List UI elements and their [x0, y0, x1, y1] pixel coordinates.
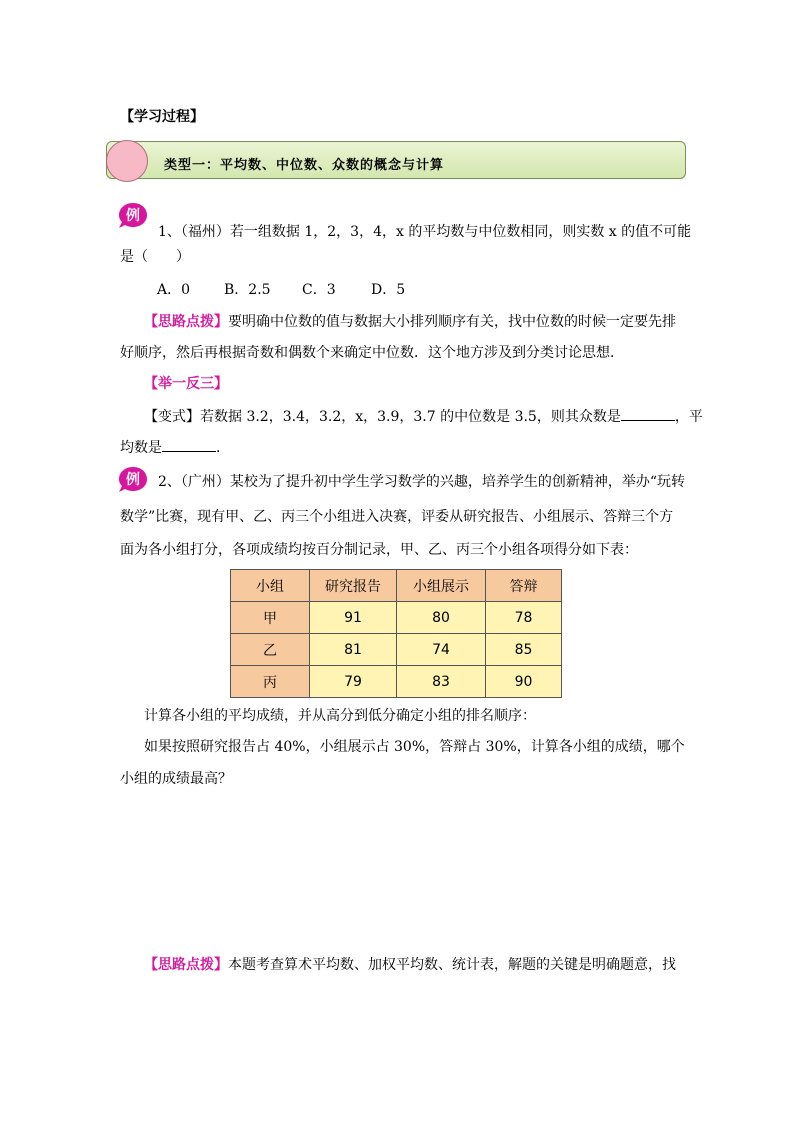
example-badge-icon [118, 201, 148, 229]
table-cell: 83 [397, 666, 486, 698]
option-a: A．0 [157, 282, 191, 298]
example-badge-icon [118, 465, 148, 493]
question-line1: 计算各小组的平均成绩，并从高分到低分确定小组的排名顺序： [144, 708, 536, 724]
table-header-row [231, 570, 562, 602]
table-cell: 85 [486, 634, 562, 666]
example1-line2: 是（ ） [120, 249, 190, 265]
example2-line3: 面为各小组打分，各项成绩均按百分制记录，甲、乙、丙三个小组各项得分如下表： [120, 542, 638, 558]
option-d: D．5 [371, 282, 406, 298]
score-table [230, 569, 562, 698]
hint2-text: 本题考查算术平均数、加权平均数、统计表，解题的关键是明确题意，找 [228, 957, 676, 973]
table-header-cell: 答辩 [486, 570, 562, 602]
variant-line1 [144, 408, 703, 424]
hint1-line2: 好顺序，然后再根据奇数和偶数个来确定中位数．这个地方涉及到分类讨论思想． [120, 345, 624, 361]
answer-blank-mode [621, 408, 675, 421]
answer-blank-mean [162, 439, 216, 452]
hint1-line1 [144, 315, 676, 329]
question-line2: 如果按照研究报告占 40%，小组展示占 30%，答辩占 30%，计算各小组的成绩，哪个 [144, 739, 685, 755]
table-row-label: 丙 [231, 666, 310, 698]
table-cell: 78 [486, 602, 562, 634]
table-row-label: 乙 [231, 634, 310, 666]
example1-line1: 1、（福州）若一组数据 1，2，3，4，x 的平均数与中位数相同，则实数 x 的值不可能 [158, 224, 692, 240]
table-header-cell: 小组展示 [397, 570, 486, 602]
table-cell: 80 [397, 602, 486, 634]
variant-text-a: 若数据 3.2，3.4，3.2，x，3.9，3.7 的中位数是 3.5，则其众数是 [200, 409, 621, 425]
table-cell: 90 [486, 666, 562, 698]
variant-text-d: . [216, 440, 221, 456]
hint1-label: 【思路点拨】 [144, 314, 228, 330]
table-row [231, 634, 562, 666]
table-cell: 81 [310, 634, 397, 666]
table-cell: 91 [310, 602, 397, 634]
table-cell: 79 [310, 666, 397, 698]
variant-line2 [120, 439, 220, 455]
example2-line2: 数学”比赛，现有甲、乙、丙三个小组进入决赛，评委从研究报告、小组展示、答辩三个方 [120, 509, 674, 525]
question-line3: 小组的成绩最高？ [120, 771, 232, 787]
hint1-text: 要明确中位数的值与数据大小排列顺序有关，找中位数的时候一定要先排 [228, 314, 676, 330]
option-b: B．2.5 [224, 282, 271, 298]
banner-circle-decoration [106, 140, 148, 182]
table-row-label: 甲 [231, 602, 310, 634]
banner-title: 类型一：平均数、中位数、众数的概念与计算 [164, 158, 445, 173]
option-c: C．3 [302, 282, 336, 298]
svg-text:例: 例 [126, 472, 140, 488]
example2-line1: 2、（广州）某校为了提升初中学生学习数学的兴趣，培养学生的创新精神，举办“玩转 [158, 474, 686, 490]
variant-text-b: ，平 [674, 409, 703, 425]
section-title: 【学习过程】 [120, 109, 204, 125]
table-header-cell: 研究报告 [310, 570, 397, 602]
table-row [231, 666, 562, 698]
practice-label: 【举一反三】 [144, 376, 228, 392]
svg-text:例: 例 [126, 208, 140, 224]
table-header-cell: 小组 [231, 570, 310, 602]
hint2-label: 【思路点拨】 [144, 957, 228, 973]
hint2-line1 [144, 958, 676, 972]
table-row [231, 602, 562, 634]
variant-label: 【变式】 [144, 409, 200, 425]
table-cell: 74 [397, 634, 486, 666]
variant-text-c: 均数是 [120, 440, 162, 456]
